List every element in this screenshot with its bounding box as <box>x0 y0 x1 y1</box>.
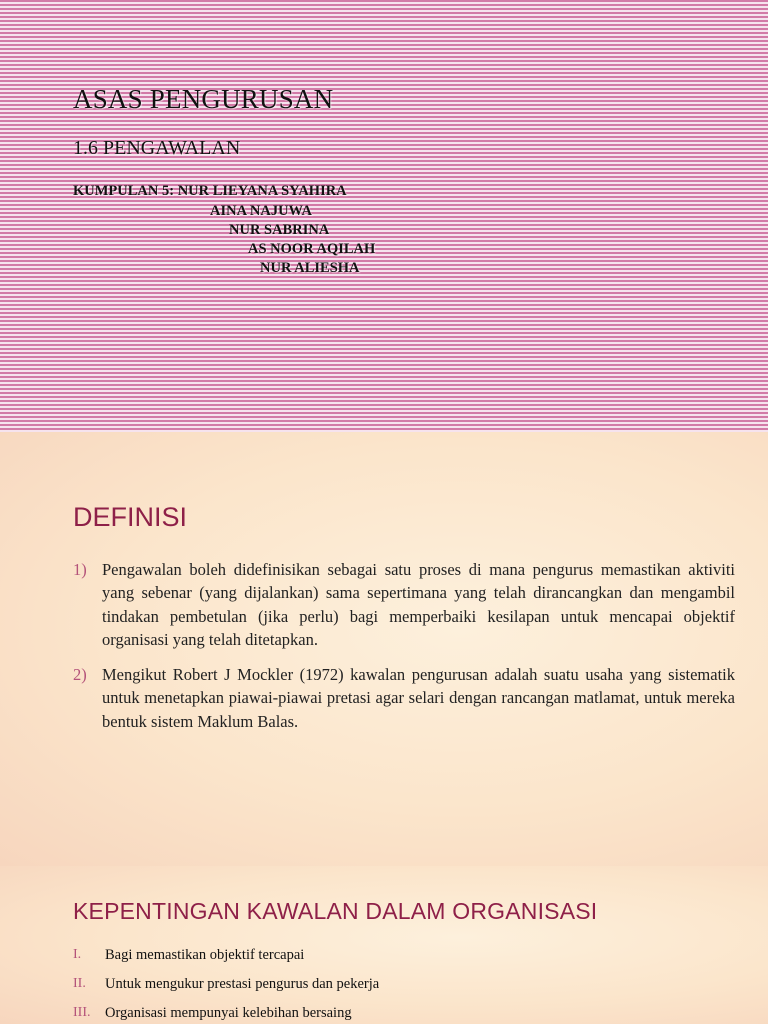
definition-heading: DEFINISI <box>73 502 188 532</box>
list-item <box>73 663 735 733</box>
list-text: Untuk mengukur prestasi pengurus dan pekerja <box>105 976 380 992</box>
list-text: Pengawalan boleh didefinisikan sebagai satu proses di mana pengurus memastikan aktiviti yang sebenar (yang dijalankan) sama sepertimana yang telah dirancangkan dan mengambil tindakan pembetulan (jika perlu) bagi memperbaiki kesilapan untuk mencapai objektif organisasi yang telah ditetapkan. <box>102 560 735 649</box>
slide-title: ASAS PENGURUSAN <box>73 84 334 114</box>
list-number: I. <box>73 947 82 962</box>
list-item <box>73 558 735 651</box>
importance-heading: KEPENTINGAN KAWALAN DALAM ORGANISASI <box>73 898 598 924</box>
definition-list <box>73 558 735 745</box>
list-text: Mengikut Robert J Mockler (1972) kawalan pengurusan adalah suatu usaha yang sistematik untuk menetapkan piawai-piawai pretasi agar selari dengan rancangan matlamat, untuk mereka bentuk sistem Maklum Balas. <box>102 665 735 731</box>
group-member-line: AS NOOR AQILAH <box>248 241 376 257</box>
importance-slide <box>0 866 768 1024</box>
slide-subtitle: 1.6 PENGAWALAN <box>73 137 241 159</box>
group-member-line: AINA NAJUWA <box>210 203 312 219</box>
title-slide <box>0 0 768 432</box>
list-item <box>73 945 733 974</box>
definition-slide <box>0 432 768 866</box>
list-item <box>73 1003 733 1024</box>
list-number: III. <box>73 1005 91 1020</box>
list-item <box>73 974 733 1003</box>
group-member-line: NUR SABRINA <box>229 222 330 238</box>
list-text: Organisasi mempunyai kelebihan bersaing <box>105 1005 352 1021</box>
group-member-line: NUR ALIESHA <box>260 260 360 276</box>
group-member-line: KUMPULAN 5: NUR LIEYANA SYAHIRA <box>73 183 347 199</box>
list-text: Bagi memastikan objektif tercapai <box>105 947 305 963</box>
importance-list <box>73 945 733 1024</box>
list-number: 2) <box>73 665 87 685</box>
list-number: 1) <box>73 560 87 579</box>
list-number: II. <box>73 976 86 991</box>
